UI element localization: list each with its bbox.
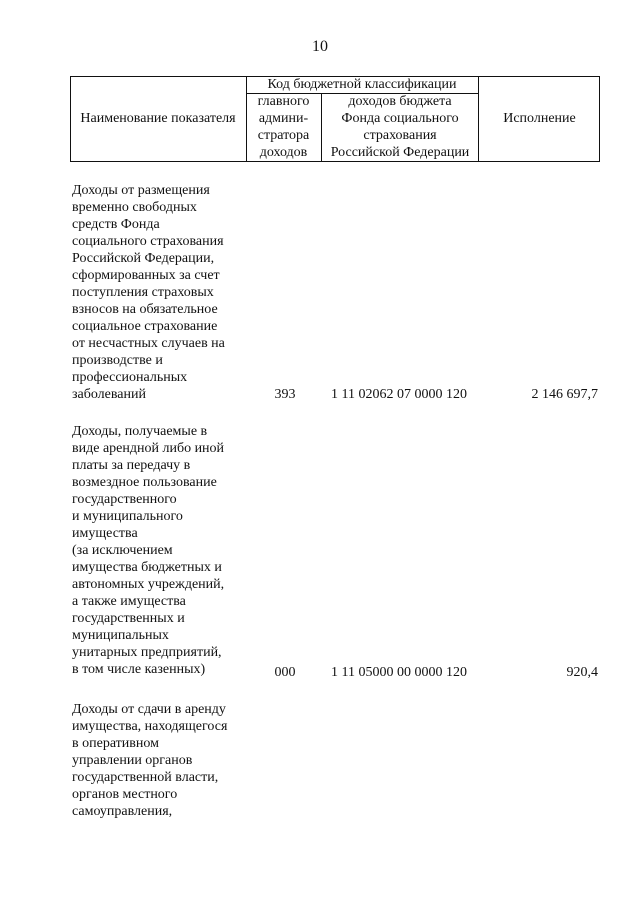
row-indicator-name: Доходы от размещения временно свободных средств Фонда социального страхования Российской Федерации, сформированных за счет поступления страховых взносов на обязательное социальное страхование от несчастных случаев на производстве и профессиональных заболеваний xyxy=(72,183,225,402)
row-revenue-code: 1 11 05000 00 0000 120 xyxy=(331,665,467,680)
header-revenue-line: страхования xyxy=(363,128,437,143)
row-admin-code: 393 xyxy=(274,387,296,402)
header-revenue-line: Фонда социального xyxy=(341,111,459,126)
header-revenue xyxy=(322,93,478,161)
header-admin-line: доходов xyxy=(259,145,308,160)
header-execution: Исполнение xyxy=(503,111,576,126)
row-admin-code: 000 xyxy=(274,665,296,680)
table-header xyxy=(70,76,600,162)
header-revenue-line: доходов бюджета xyxy=(348,94,452,109)
row-indicator-name: Доходы от сдачи в аренду имущества, находящегося в оперативном управлении органов государственной власти, органов местного самоуправления, xyxy=(72,702,228,819)
header-revenue-line: Российской Федерации xyxy=(330,145,470,160)
header-bottom-border xyxy=(70,161,600,162)
row-execution-value: 920,4 xyxy=(566,665,598,680)
header-indicator-name: Наименование показателя xyxy=(80,111,236,126)
header-admin xyxy=(246,93,321,161)
row-execution-value: 2 146 697,7 xyxy=(531,387,598,402)
row-revenue-code: 1 11 02062 07 0000 120 xyxy=(331,387,467,402)
header-budget-classification-code: Код бюджетной классификации xyxy=(267,77,457,92)
header-admin-line: главного xyxy=(257,94,310,109)
page-number: 10 xyxy=(312,38,328,55)
header-admin-line: админи- xyxy=(258,111,309,126)
header-admin-line: стратора xyxy=(257,128,310,143)
row-indicator-name: Доходы, получаемые в виде арендной либо иной платы за передачу в возмездное пользование государственного и муниципального имущества (за исключением имущества бюджетных и автономных учреждений, а также имущества государственных и муниципальных унитарных предприятий, в том числе казенных) xyxy=(72,424,225,677)
